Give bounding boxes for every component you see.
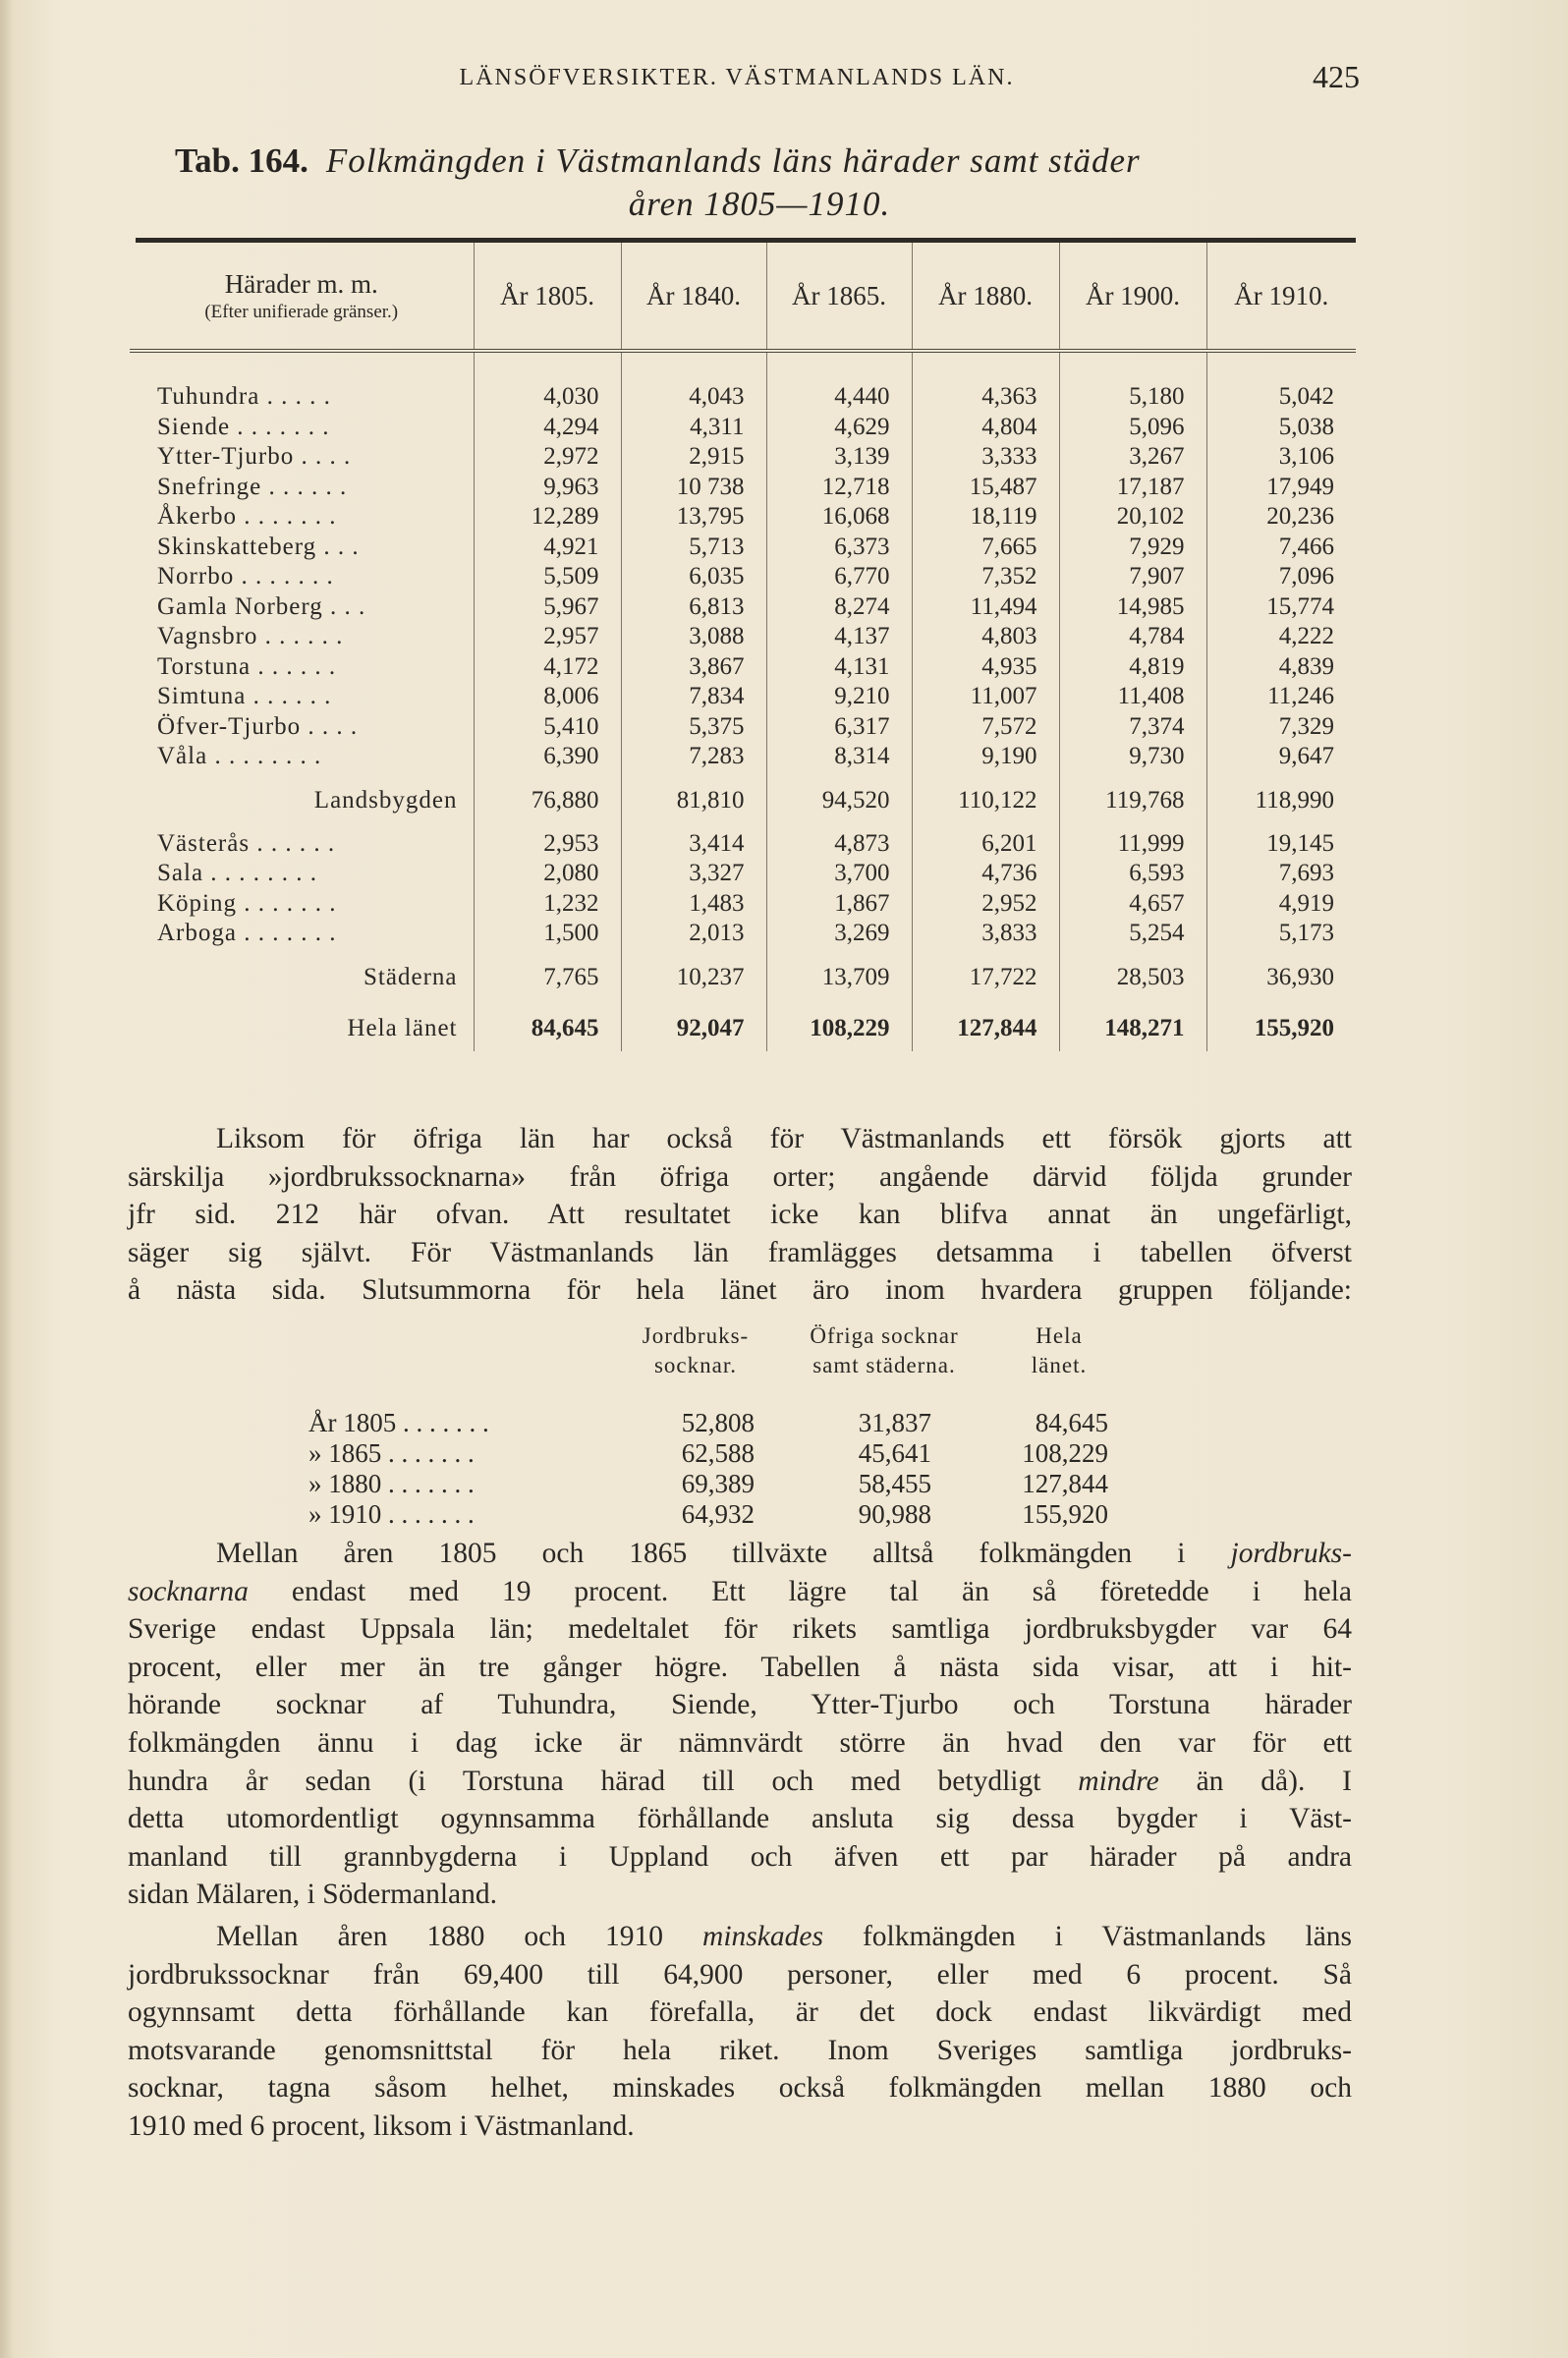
paragraph-3: [128, 1918, 1352, 2146]
table-cell: 7,283: [621, 742, 766, 772]
table-grand-total-row: [130, 1006, 1356, 1051]
table-total-row: [130, 772, 1356, 829]
table-cell: 5,042: [1206, 351, 1356, 413]
text-line: säger sig självt. För Västmanlands län framlägges detsamma i tabellen öfverst: [128, 1236, 1352, 1268]
table-cell: 7,374: [1059, 712, 1206, 743]
row-label: Snefringe . . . . . .: [157, 473, 348, 500]
row-label: Skinskatteberg . . .: [157, 533, 360, 560]
table-cell: 3,139: [766, 442, 912, 473]
table-cell: 3,414: [621, 829, 766, 860]
table-cell: 7,572: [912, 712, 1059, 743]
table-cell: 28,503: [1059, 949, 1206, 1006]
header-year: År 1865.: [766, 243, 912, 351]
table-cell: 20,102: [1059, 502, 1206, 533]
text-line: detta utomordentligt ogynnsamma förhållande ansluta sig dessa bygder i Väst-: [128, 1803, 1352, 1835]
summary-value: 127,844: [1022, 1469, 1108, 1498]
running-head-title: LÄNSÖFVERSIKTER. VÄSTMANLANDS LÄN.: [459, 65, 1015, 90]
text-line: särskilja »jordbrukssocknarna» från öfriga orter; angående därvid följda grunder: [128, 1160, 1352, 1193]
table-cell: 8,314: [766, 742, 912, 772]
table-cell: 10,237: [621, 949, 766, 1006]
table-cell: 6,317: [766, 712, 912, 743]
table-cell: 6,390: [474, 742, 621, 772]
text-line: folkmängden ännu i dag icke är nämnvärdt större än hvad den var för ett: [128, 1726, 1352, 1759]
table-row: [130, 682, 1356, 712]
table-cell: 4,030: [474, 351, 621, 413]
table-cell: 7,929: [1059, 533, 1206, 563]
table-cell: 155,920: [1206, 1006, 1356, 1051]
table-cell: 4,804: [912, 413, 1059, 443]
table-total-row: [130, 949, 1356, 1006]
text-line: Sverige endast Uppsala län; medeltalet för rikets samtliga jordbruksbygder var 64: [128, 1613, 1352, 1646]
text-line: jfr sid. 212 här ofvan. Att resultatet icke kan blifva annat än ungefärligt,: [128, 1199, 1352, 1231]
table-cell: 4,172: [474, 652, 621, 683]
table-cell: 13,709: [766, 949, 912, 1006]
row-label: Gamla Norberg . . .: [157, 592, 366, 620]
table-cell: 2,972: [474, 442, 621, 473]
text-line: Mellan åren 1880 och 1910 minskades folkmängden i Västmanlands läns: [216, 1921, 1353, 1952]
table-row: [130, 533, 1356, 563]
table-row: [130, 413, 1356, 443]
header-year: År 1880.: [912, 243, 1059, 351]
row-label: Sala . . . . . . . .: [157, 860, 318, 887]
table-row: [130, 829, 1356, 860]
summary-row: [293, 1499, 1177, 1529]
summary-value: 45,641: [858, 1438, 931, 1468]
table-cell: 6,770: [766, 562, 912, 592]
table-cell: 2,915: [621, 442, 766, 473]
table-cell: 5,713: [621, 533, 766, 563]
text-line: Mellan åren 1805 och 1865 tillväxte alltså folkmängden i jordbruks-: [216, 1538, 1352, 1569]
text-line: 1910 med 6 procent, liksom i Västmanland.: [128, 2109, 635, 2142]
page-number: 425: [1313, 59, 1360, 94]
row-label: Öfver-Tjurbo . . . .: [157, 712, 359, 740]
table-row: [130, 592, 1356, 623]
table-cell: 81,810: [621, 772, 766, 829]
table-cell: 11,408: [1059, 682, 1206, 712]
summary-value: 155,920: [1022, 1499, 1108, 1529]
table-cell: 4,043: [621, 351, 766, 413]
table-cell: 17,187: [1059, 473, 1206, 503]
table-cell: 7,834: [621, 682, 766, 712]
table-cell: 7,765: [474, 949, 621, 1006]
table-cell: 10 738: [621, 473, 766, 503]
table-cell: 3,106: [1206, 442, 1356, 473]
summary-year: » 1865 . . . . . . .: [308, 1438, 475, 1468]
table-cell: 1,232: [474, 889, 621, 920]
table-cell: 12,718: [766, 473, 912, 503]
row-label: Siende . . . . . . .: [157, 413, 330, 440]
row-label: Arboga . . . . . . .: [157, 920, 337, 947]
text-line: motsvarande genomsnittstal för hela riket. Inom Sveriges samtliga jordbruks-: [128, 2034, 1352, 2066]
table-cell: 7,466: [1206, 533, 1356, 563]
table-cell: 11,494: [912, 592, 1059, 623]
table-cell: 5,375: [621, 712, 766, 743]
summary-value: 62,588: [681, 1438, 755, 1468]
paragraph-2: [128, 1535, 1352, 1914]
table-row: [130, 919, 1356, 949]
table-cell: 4,440: [766, 351, 912, 413]
table-cell: 4,137: [766, 622, 912, 652]
header-year: År 1805.: [474, 243, 621, 351]
table-cell: 3,833: [912, 919, 1059, 949]
table-cell: 4,736: [912, 859, 1059, 889]
table-cell: 6,813: [621, 592, 766, 623]
table-cell: 3,088: [621, 622, 766, 652]
table-cell: 4,629: [766, 413, 912, 443]
table-cell: 7,907: [1059, 562, 1206, 592]
row-label: Vagnsbro . . . . . .: [157, 623, 344, 650]
table-cell: 108,229: [766, 1006, 912, 1051]
header-year: År 1900.: [1059, 243, 1206, 351]
table-cell: 5,038: [1206, 413, 1356, 443]
row-label: Västerås . . . . . .: [157, 829, 336, 857]
header-year: År 1910.: [1206, 243, 1356, 351]
text-line: socknar, tagna såsom helhet, minskades också folkmängden mellan 1880 och: [128, 2072, 1352, 2105]
summary-value: 52,808: [681, 1408, 755, 1437]
population-table-grid: [130, 243, 1356, 1051]
table-row: [130, 502, 1356, 533]
row-label: Landsbygden: [313, 786, 458, 814]
summary-value: 84,645: [1035, 1408, 1108, 1437]
table-cell: 5,180: [1059, 351, 1206, 413]
table-cell: 5,173: [1206, 919, 1356, 949]
table-cell: 15,774: [1206, 592, 1356, 623]
row-label: Åkerbo . . . . . . .: [157, 503, 337, 531]
summary-value: 31,837: [858, 1408, 931, 1437]
table-cell: 4,784: [1059, 622, 1206, 652]
summary-header-other: Öfriga socknar samt städerna.: [810, 1323, 959, 1377]
table-cell: 127,844: [912, 1006, 1059, 1051]
table-cell: 4,222: [1206, 622, 1356, 652]
summary-year: » 1910 . . . . . . .: [308, 1499, 475, 1529]
table-cell: 1,483: [621, 889, 766, 920]
table-cell: 6,373: [766, 533, 912, 563]
table-cell: 13,795: [621, 502, 766, 533]
table-row: [130, 859, 1356, 889]
row-label: Torstuna . . . . . .: [157, 652, 337, 680]
table-cell: 9,210: [766, 682, 912, 712]
summary-value: 69,389: [681, 1469, 755, 1498]
table-cell: 6,593: [1059, 859, 1206, 889]
table-cell: 3,269: [766, 919, 912, 949]
text-line: procent, eller mer än tre gånger högre. Tabellen å nästa sida visar, att i hit-: [128, 1651, 1352, 1683]
summary-value: 64,932: [681, 1499, 755, 1529]
row-label: Tuhundra . . . . .: [157, 383, 331, 411]
table-cell: 84,645: [474, 1006, 621, 1051]
row-label: Våla . . . . . . . .: [157, 743, 322, 770]
table-cell: 1,867: [766, 889, 912, 920]
table-cell: 4,657: [1059, 889, 1206, 920]
table-cell: 4,935: [912, 652, 1059, 683]
table-cell: 5,096: [1059, 413, 1206, 443]
table-cell: 5,254: [1059, 919, 1206, 949]
table-cell: 7,665: [912, 533, 1059, 563]
text-line: hörande socknar af Tuhundra, Siende, Ytter-Tjurbo och Torstuna härader: [128, 1689, 1352, 1721]
table-cell: 20,236: [1206, 502, 1356, 533]
summary-header-agri: Jordbruks- socknar.: [642, 1323, 750, 1377]
table-cell: 7,352: [912, 562, 1059, 592]
table-cell: 4,294: [474, 413, 621, 443]
table-cell: 4,363: [912, 351, 1059, 413]
summary-row: [293, 1408, 1177, 1437]
table-cell: 11,007: [912, 682, 1059, 712]
table-cell: 92,047: [621, 1006, 766, 1051]
text-line: Liksom för öfriga län har också för Västmanlands ett försök gjorts att: [216, 1123, 1352, 1154]
table-cell: 3,267: [1059, 442, 1206, 473]
paragraph-1: [128, 1120, 1352, 1310]
table-cell: 2,953: [474, 829, 621, 860]
table-cell: 7,096: [1206, 562, 1356, 592]
table-cell: 4,921: [474, 533, 621, 563]
table-cell: 19,145: [1206, 829, 1356, 860]
table-row: [130, 712, 1356, 743]
table-cell: 4,919: [1206, 889, 1356, 920]
table-cell: 5,410: [474, 712, 621, 743]
row-label: Ytter-Tjurbo . . . .: [157, 443, 352, 471]
header-district: [130, 243, 474, 351]
table-cell: 9,647: [1206, 742, 1356, 772]
table-cell: 4,839: [1206, 652, 1356, 683]
text-line: sidan Mälaren, i Södermanland.: [128, 1879, 498, 1911]
table-cell: 6,201: [912, 829, 1059, 860]
header-district-sub: (Efter unifierade gränser.): [204, 301, 399, 322]
header-district-label: Härader m. m.: [224, 268, 378, 299]
table-number: Tab. 164.: [175, 141, 308, 180]
summary-year: » 1880 . . . . . . .: [308, 1469, 475, 1498]
summary-value: 108,229: [1022, 1438, 1108, 1468]
table-row: [130, 652, 1356, 683]
table-cell: 8,006: [474, 682, 621, 712]
table-cell: 17,722: [912, 949, 1059, 1006]
table-cell: 3,867: [621, 652, 766, 683]
table-cell: 9,730: [1059, 742, 1206, 772]
table-row: [130, 622, 1356, 652]
row-label: Köping . . . . . . .: [157, 889, 337, 917]
text-line: jordbrukssocknar från 69,400 till 64,900 personer, eller med 6 procent. Så: [128, 1958, 1352, 1991]
row-label: Norrbo . . . . . . .: [157, 563, 334, 590]
table-cell: 15,487: [912, 473, 1059, 503]
text-line: socknarna endast med 19 procent. Ett lägre tal än så företedde i hela: [128, 1575, 1352, 1607]
table-cell: 4,819: [1059, 652, 1206, 683]
table-cell: 36,930: [1206, 949, 1356, 1006]
table-cell: 16,068: [766, 502, 912, 533]
table-cell: 1,500: [474, 919, 621, 949]
text-line: ogynnsamt detta förhållande kan förefalla, är det dock endast likvärdigt med: [128, 1996, 1352, 2029]
text-line: manland till grannbygderna i Uppland och äfven ett par härader på andra: [128, 1840, 1352, 1873]
table-title: Folkmängden i Västmanlands läns härader samt städer: [325, 141, 1141, 180]
table-cell: 3,700: [766, 859, 912, 889]
table-row: [130, 473, 1356, 503]
table-cell: 6,035: [621, 562, 766, 592]
table-header-row: [130, 243, 1356, 351]
table-cell: 18,119: [912, 502, 1059, 533]
table-cell: 2,013: [621, 919, 766, 949]
row-label: Hela länet: [347, 1014, 458, 1041]
table-cell: 8,274: [766, 592, 912, 623]
table-cell: 4,311: [621, 413, 766, 443]
table-cell: 76,880: [474, 772, 621, 829]
table-cell: 14,985: [1059, 592, 1206, 623]
table-cell: 118,990: [1206, 772, 1356, 829]
table-cell: 4,873: [766, 829, 912, 860]
summary-row: [293, 1438, 1177, 1468]
table-cell: 5,967: [474, 592, 621, 623]
table-cell: 5,509: [474, 562, 621, 592]
row-label: Simtuna . . . . . .: [157, 683, 332, 710]
table-cell: 7,693: [1206, 859, 1356, 889]
table-cell: 17,949: [1206, 473, 1356, 503]
table-cell: 94,520: [766, 772, 912, 829]
population-table: [130, 238, 1356, 1051]
table-years: åren 1805—1910.: [628, 185, 891, 223]
summary-value: 58,455: [858, 1469, 931, 1498]
table-cell: 119,768: [1059, 772, 1206, 829]
text-line: å nästa sida. Slutsummorna för hela länet äro inom hvardera gruppen följande:: [128, 1274, 1352, 1307]
table-cell: 11,246: [1206, 682, 1356, 712]
summary-value: 90,988: [858, 1499, 931, 1529]
table-cell: 2,957: [474, 622, 621, 652]
summary-year: År 1805 . . . . . . .: [308, 1408, 489, 1437]
header-year: År 1840.: [621, 243, 766, 351]
table-row: [130, 442, 1356, 473]
table-cell: 2,080: [474, 859, 621, 889]
page-edge-shadow: [0, 0, 14, 2358]
table-cell: 11,999: [1059, 829, 1206, 860]
table-cell: 110,122: [912, 772, 1059, 829]
table-cell: 3,333: [912, 442, 1059, 473]
table-row: [130, 742, 1356, 772]
table-cell: 9,963: [474, 473, 621, 503]
table-caption: [175, 140, 1324, 226]
table-row: [130, 889, 1356, 920]
table-row: [130, 562, 1356, 592]
table-cell: 3,327: [621, 859, 766, 889]
summary-row: [293, 1469, 1177, 1498]
table-row: [130, 351, 1356, 413]
table-cell: 9,190: [912, 742, 1059, 772]
summary-header-total: Hela länet.: [1031, 1323, 1088, 1377]
table-cell: 7,329: [1206, 712, 1356, 743]
text-line: hundra år sedan (i Torstuna härad till och med betydligt mindre än då). I: [128, 1765, 1352, 1797]
table-cell: 4,131: [766, 652, 912, 683]
table-cell: 2,952: [912, 889, 1059, 920]
table-cell: 148,271: [1059, 1006, 1206, 1051]
table-cell: 12,289: [474, 502, 621, 533]
row-label: Städerna: [364, 963, 458, 990]
table-cell: 4,803: [912, 622, 1059, 652]
